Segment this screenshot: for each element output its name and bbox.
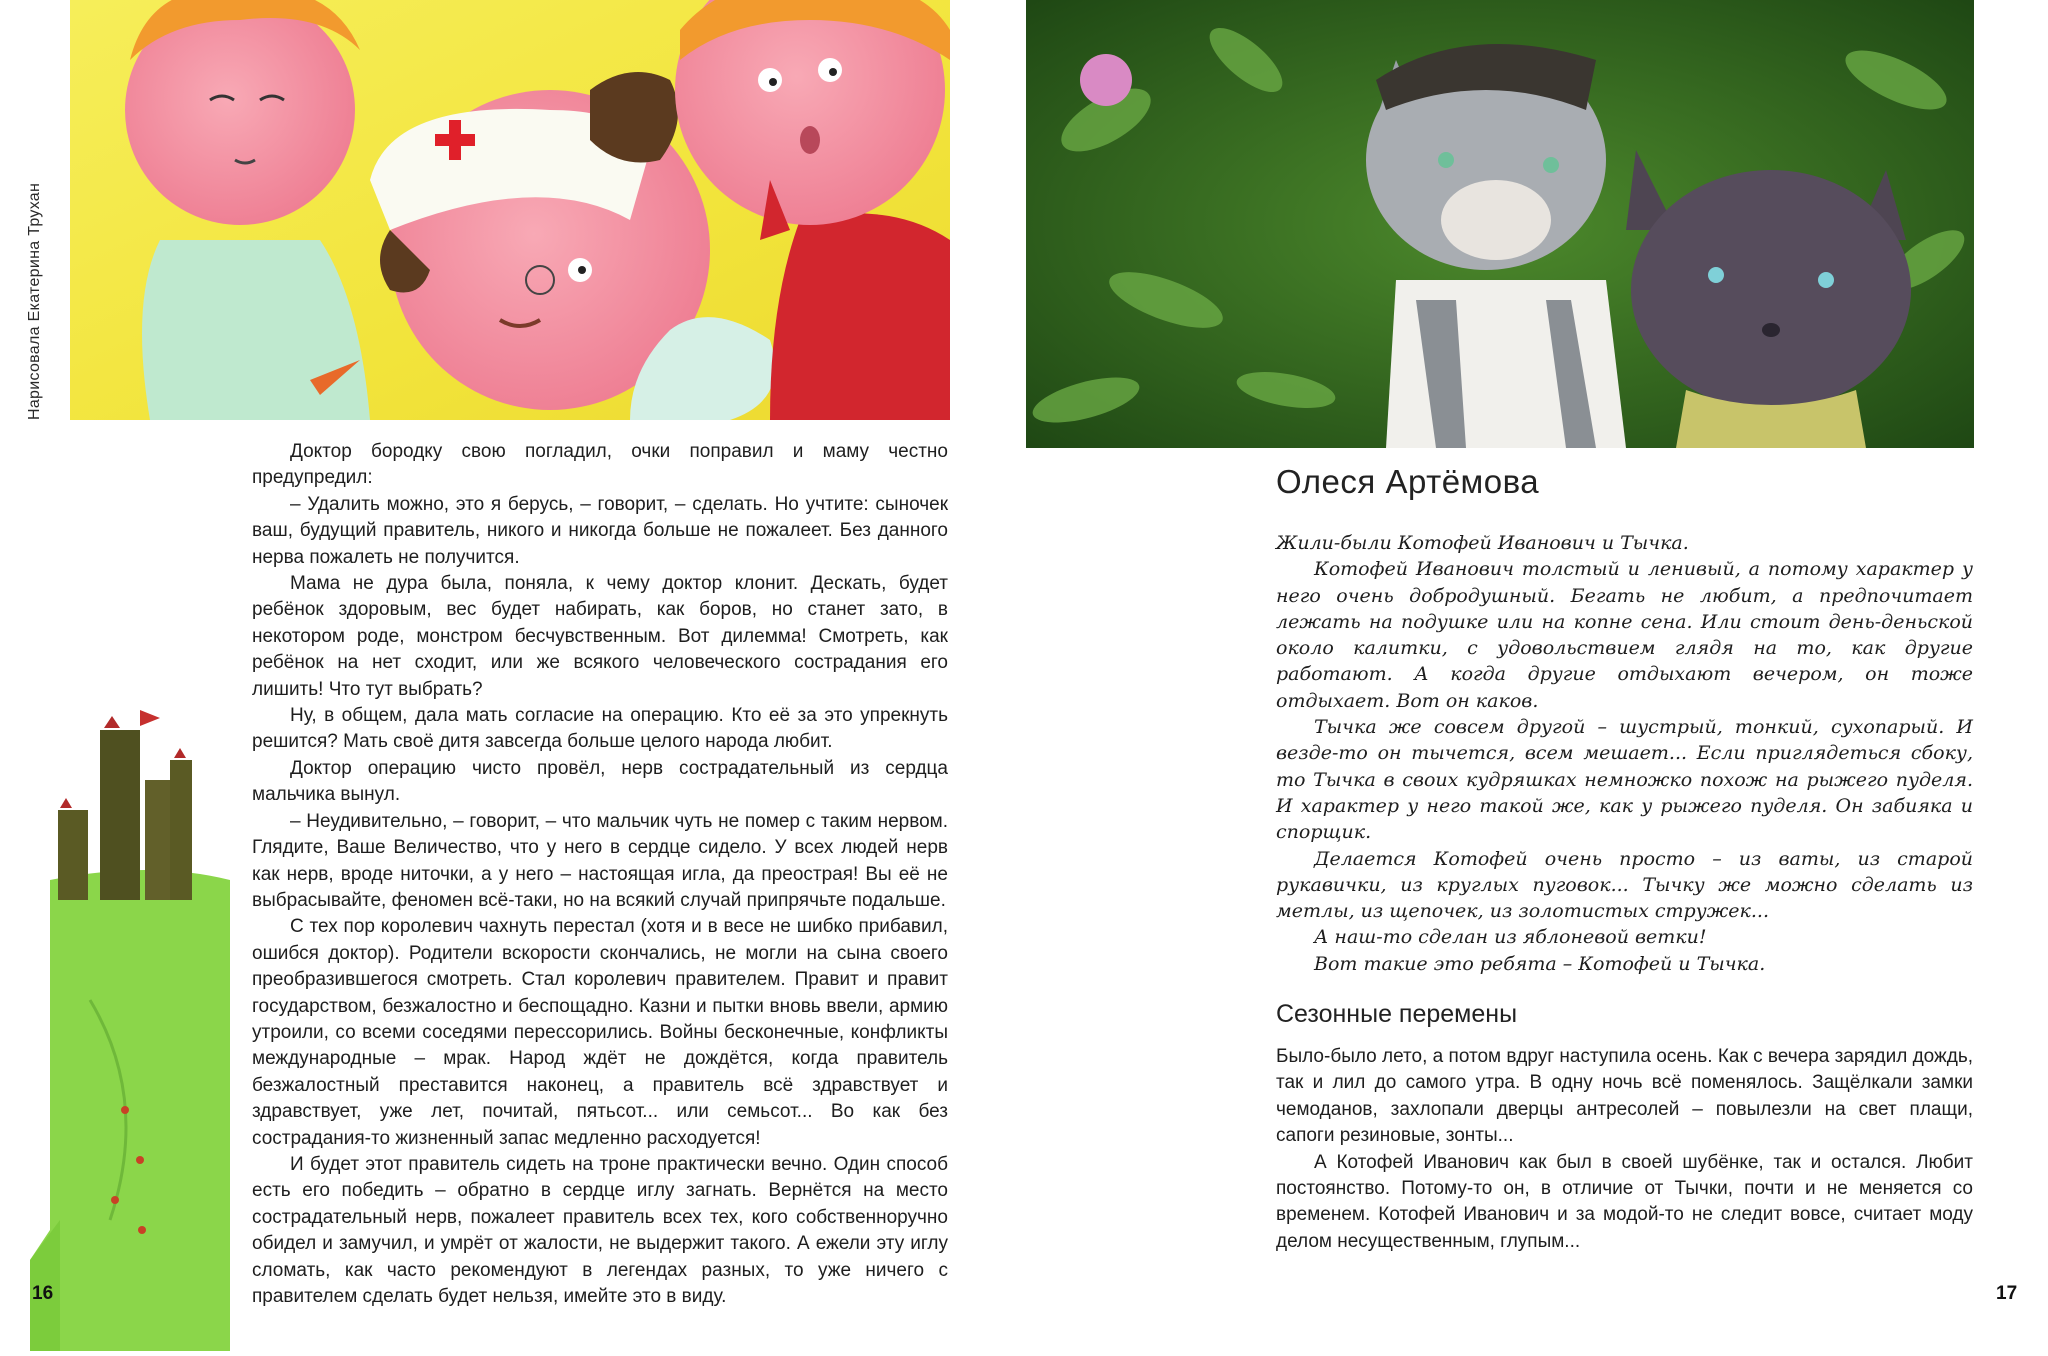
paragraph: Было-было лето, а потом вдруг наступила осень. Как с вечера зарядил дождь, так и лил до самого утра. В одну ночь всё поменялось. Защёлкали замки чемоданов, захлопали дверцы антресолей – повылезли на свет плащи, сапоги резиновые, зонты... [1276, 1046, 1973, 1147]
paragraph: С тех пор королевич чахнуть перестал (хотя и в весе не шибко прибавил, ошибся доктор). Родители вскорости скончались, не могли на сына своего преобразившегося смотреть. Стал королевич правителем. Правит и правит государством, безжалостно и беспощадно. Казни и пытки вновь ввели, армию утроили, со всеми соседями перессорились. Войны бесконечные, конфликты международные – мрак. Народ ждёт не дождётся, когда правитель безжалостный преставится наконец, а правитель всё здравствует и здравствует, уже лет, почитай, пятьсот... или семьсот... Во как без сострадания-то жизненный запас медленно расходуется! [252, 916, 948, 1149]
castle-hill-illustration [30, 700, 230, 1351]
paragraph: И будет этот правитель сидеть на троне практически вечно. Один способ есть его победить – обратно в сердце иглу загнать. Вернётся на место сострадательный нерв, пожалеет правитель всех тех, кого собственноручно обидел и замучил, и умрёт от жалости, не выдержит такого. А ежели эту иглу сломать, как часто рекомендуют в легендах разных, то уже ничего с правителем сделать будет нельзя, имейте это в виду. [252, 1153, 948, 1307]
page-number-left: 16 [32, 1283, 54, 1304]
illustrator-credit: Нарисовала Екатерина Трухан [26, 182, 43, 420]
toy-cats-photo [1026, 0, 1974, 448]
paragraph: А наш-то сделан из яблоневой ветки! [1314, 926, 1707, 949]
paragraph: Делается Котофей очень просто – из ваты, из старой рукавички, из круглых пуговок... Тычку же можно сделать из метлы, из щепочек, из золотистых стружек... [1276, 847, 1973, 923]
paragraph: Доктор операцию чисто провёл, нерв сострадательный из сердца мальчика вынул. [252, 757, 948, 806]
story-body [1276, 530, 1973, 977]
paragraph: Мама не дура была, поняла, к чему доктор клонит. Дескать, будет ребёнок здоровым, вес будет набирать, как боров, но станет зато, в некотором роде, монстром бесчувственным. Вот дилемма! Смотреть, как ребёнок на нет сходит, или же всякого человеческого сострадания его лишить! Что тут выбрать? [252, 573, 948, 700]
author-title: Олеся Артёмова [1276, 463, 1540, 500]
left-page-body [252, 439, 948, 1310]
paragraph: А Котофей Иванович как был в своей шубёнке, так и остался. Любит постоянство. Потому-то он, в отличие от Тычки, почти и не меняется со временем. Котофей Иванович и за модой-то не следит вовсе, считает моду делом несущественным, глупым... [1276, 1151, 1973, 1252]
paragraph: – Неудивительно, – говорит, – что мальчик чуть не помер с таким нервом. Глядите, Ваше Величество, что у него в сердце сидело. У всех людей нерв как нерв, вроде ниточки, а у него – настоящая игла, да преострая! Вы её не выбрасывайте, феномен всё-таки, но на всякий случай припрячьте подальше. [252, 810, 948, 911]
paragraph: Вот такие это ребята – Котофей и Тычка. [1314, 952, 1766, 975]
season-body [1276, 1044, 1973, 1255]
paragraph: – Удалить можно, это я берусь, – говорит, – сделать. Но учтите: сыночек ваш, будущий правитель, никого и никогда больше не пожалеет. Без данного нерва пожалеть не получится. [252, 493, 948, 568]
page-number-right: 17 [1996, 1283, 2018, 1304]
doctor-illustration [70, 0, 950, 420]
paragraph: Ну, в общем, дала мать согласие на операцию. Кто её за это упрекнуть решится? Мать своё дитя завсегда больше целого народа любит. [252, 705, 948, 753]
paragraph: Котофей Иванович толстый и ленивый, а потому характер у него очень добродушный. Бегать не любит, а предпочитает лежать на подушке или на копне сена. Или стоит день-деньской около калитки, с удовольствием глядя на то, как другие работают. А когда другие отдыхают вечером, он тоже отдыхает. Вот он каков. [1276, 558, 1973, 712]
paragraph: Жили-были Котофей Иванович и Тычка. [1276, 532, 1689, 554]
paragraph: Доктор бородку свою погладил, очки поправил и маму честно предупредил: [252, 441, 948, 489]
section-title: Сезонные перемены [1276, 1000, 1518, 1028]
paragraph: Тычка же совсем другой – шустрый, тонкий, сухопарый. И везде-то он тычется, всем мешает... Если приглядеться сбоку, то Тычка в своих кудряшках немножко похож на рыжего пуделя. И характер у него такой же, как у рыжего пуделя. Он забияка и спорщик. [1276, 716, 1973, 844]
